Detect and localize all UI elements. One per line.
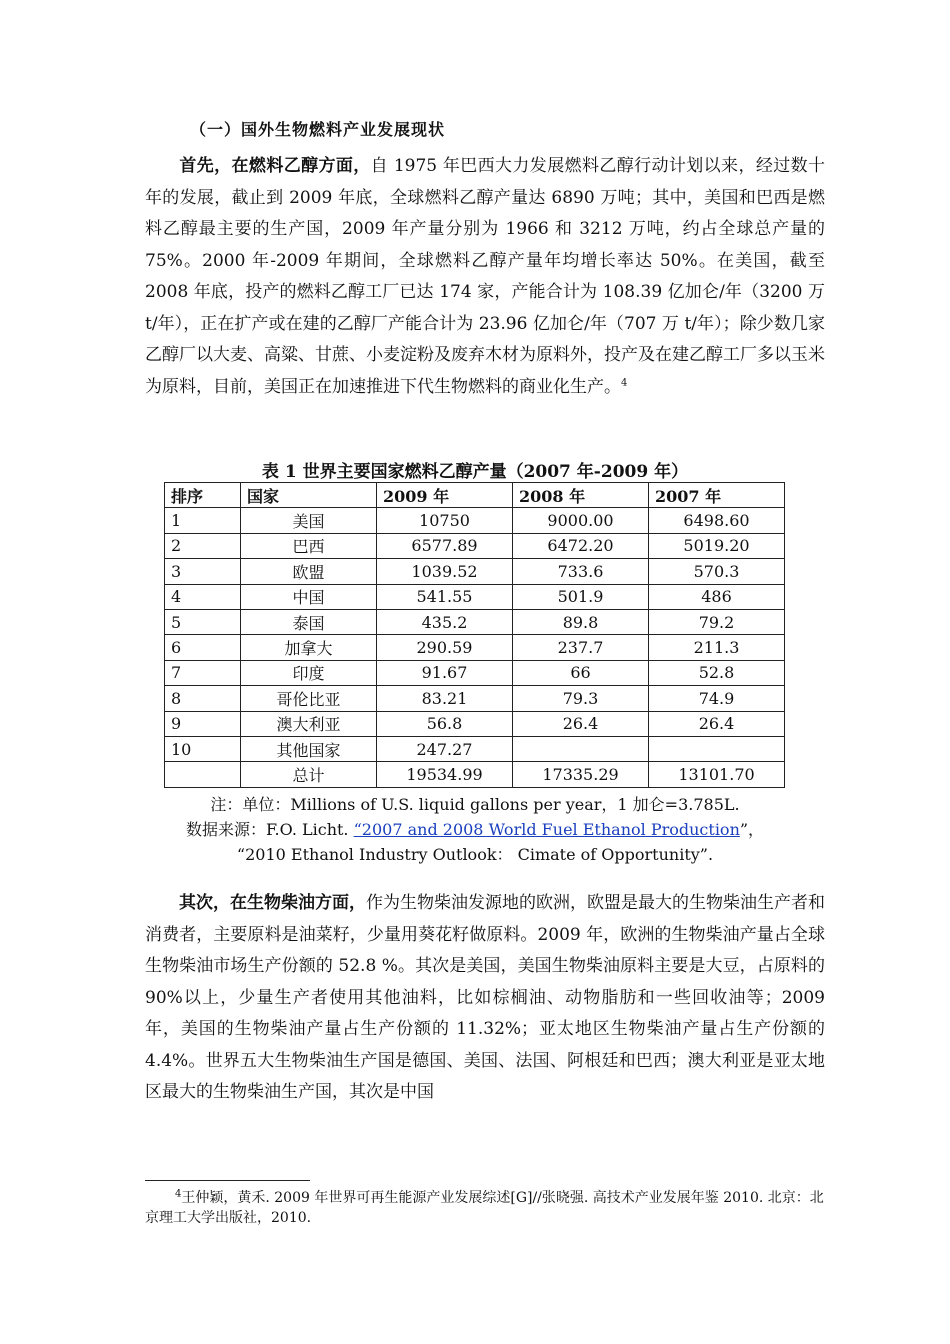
- cell-rank: 3: [165, 559, 241, 584]
- cell-2007: 211.3: [649, 635, 785, 660]
- cell-country: 欧盟: [241, 559, 377, 584]
- cell-country: 加拿大: [241, 635, 377, 660]
- paragraph-lead: 首先，在燃料乙醇方面，: [179, 156, 371, 176]
- cell-2009: 83.21: [377, 686, 513, 711]
- table-row: [165, 609, 785, 634]
- cell-2007: 5019.20: [649, 533, 785, 558]
- cell-2008: 26.4: [513, 711, 649, 736]
- cell-2009: 541.55: [377, 584, 513, 609]
- cell-2008: 9000.00: [513, 508, 649, 533]
- table-row: [165, 508, 785, 533]
- footnote-reference[interactable]: 4: [621, 376, 628, 388]
- cell-rank: 10: [165, 736, 241, 761]
- cell-2007: 52.8: [649, 660, 785, 685]
- cell-2008: 66: [513, 660, 649, 685]
- cell-2008: 237.7: [513, 635, 649, 660]
- cell-rank: 7: [165, 660, 241, 685]
- cell-rank: 5: [165, 609, 241, 634]
- ethanol-production-table: [164, 482, 785, 788]
- cell-country: 哥伦比亚: [241, 686, 377, 711]
- footnote-text: 王仲颖，黄禾. 2009 年世界可再生能源产业发展综述[G]//张晓强. 高技术产业发展年鉴 2010. 北京：北京理工大学出版社，2010.: [145, 1190, 824, 1226]
- footnote-mark: 4: [175, 1188, 182, 1200]
- table-unit-note: 注：单位：Millions of U.S. liquid gallons per year，1 加仑=3.785L.: [210, 795, 740, 814]
- footnote: [145, 1188, 825, 1228]
- cell-2008: 79.3: [513, 686, 649, 711]
- cell-2007: 79.2: [649, 609, 785, 634]
- cell-country: 巴西: [241, 533, 377, 558]
- header-2009: 2009 年: [377, 483, 513, 508]
- table-caption: 表 1 世界主要国家燃料乙醇产量（2007 年-2009 年）: [261, 462, 689, 482]
- paragraph-biodiesel: [145, 888, 825, 1109]
- header-2007: 2007 年: [649, 483, 785, 508]
- section-title: （一）国外生物燃料产业发展现状: [190, 120, 446, 139]
- paragraph-lead: 其次，在生物柴油方面，: [179, 893, 366, 913]
- cell-rank: 6: [165, 635, 241, 660]
- table-source-note-2: “2010 Ethanol Industry Outlook： Cimate of Opportunity”.: [236, 845, 714, 864]
- cell-country: 其他国家: [241, 736, 377, 761]
- table-row: [165, 584, 785, 609]
- cell-2009: 91.67: [377, 660, 513, 685]
- cell-2009: 1039.52: [377, 559, 513, 584]
- table-row: [165, 711, 785, 736]
- cell-country: 泰国: [241, 609, 377, 634]
- cell-2009: 10750: [377, 508, 513, 533]
- cell-country: 总计: [241, 762, 377, 787]
- cell-2009: 56.8: [377, 711, 513, 736]
- cell-2007: [649, 736, 785, 761]
- header-rank: 排序: [165, 483, 241, 508]
- cell-country: 美国: [241, 508, 377, 533]
- table-row: [165, 635, 785, 660]
- cell-2008: 733.6: [513, 559, 649, 584]
- cell-2008: 89.8: [513, 609, 649, 634]
- footnote-separator: [145, 1180, 310, 1181]
- cell-country: 印度: [241, 660, 377, 685]
- source-prefix: 数据来源：F.O. Licht.: [185, 820, 354, 839]
- cell-rank: [165, 762, 241, 787]
- header-country: 国家: [241, 483, 377, 508]
- cell-2009: 19534.99: [377, 762, 513, 787]
- paragraph-body: 自 1975 年巴西大力发展燃料乙醇行动计划以来，经过数十年的发展，截止到 2009 年底，全球燃料乙醇产量达 6890 万吨；其中，美国和巴西是燃料乙醇最主要的生产国，2009 年产量分别为 1966 和 3212 万吨，约占全球总产量的 75%。2000 年-2009 年期间，全球燃料乙醇产量年均增长率达 50%。在美国，截至 2008 年底，投产的燃料乙醇工厂已达 174 家，产能合计为 108.39 亿加仑/年（3200 万 t/年），正在扩产或在建的乙醇厂产能合计为 23.96 亿加仑/年（707 万 t/年）；除少数几家乙醇厂以大麦、高粱、甘蔗、小麦淀粉及废弃木材为原料外，投产及在建乙醇工厂多以玉米为原料，目前，美国正在加速推进下代生物燃料的商业化生产。: [145, 156, 825, 397]
- cell-2009: 435.2: [377, 609, 513, 634]
- cell-2009: 290.59: [377, 635, 513, 660]
- table-row: [165, 533, 785, 558]
- paragraph-body: 作为生物柴油发源地的欧洲，欧盟是最大的生物柴油生产者和消费者，主要原料是油菜籽，少量用葵花籽做原料。2009 年，欧洲的生物柴油产量占全球生物柴油市场生产份额的 52.8 %。其次是美国，美国生物柴油原料主要是大豆，占原料的 90%以上，少量生产者使用其他油料，比如棕榈油、动物脂肪和一些回收油等；2009 年，美国的生物柴油产量占生产份额的 11.32%；亚太地区生物柴油产量占生产份额的 4.4%。世界五大生物柴油生产国是德国、美国、法国、阿根廷和巴西；澳大利亚是亚太地区最大的生物柴油生产国，其次是中国: [145, 893, 825, 1102]
- table-row: [165, 686, 785, 711]
- cell-rank: 1: [165, 508, 241, 533]
- cell-country: 澳大利亚: [241, 711, 377, 736]
- cell-rank: 2: [165, 533, 241, 558]
- cell-rank: 4: [165, 584, 241, 609]
- table-row: [165, 762, 785, 787]
- table-row: [165, 559, 785, 584]
- table-source-note: [0, 817, 950, 842]
- cell-2007: 74.9: [649, 686, 785, 711]
- cell-2007: 26.4: [649, 711, 785, 736]
- cell-2008: 17335.29: [513, 762, 649, 787]
- cell-2007: 13101.70: [649, 762, 785, 787]
- cell-2007: 570.3: [649, 559, 785, 584]
- source-link[interactable]: “2007 and 2008 World Fuel Ethanol Production: [353, 820, 740, 839]
- table-row: [165, 736, 785, 761]
- table-header-row: [165, 483, 785, 508]
- cell-rank: 9: [165, 711, 241, 736]
- table-row: [165, 660, 785, 685]
- cell-rank: 8: [165, 686, 241, 711]
- cell-2009: 6577.89: [377, 533, 513, 558]
- cell-2008: 501.9: [513, 584, 649, 609]
- header-2008: 2008 年: [513, 483, 649, 508]
- cell-2008: 6472.20: [513, 533, 649, 558]
- source-suffix: ”，: [739, 820, 765, 839]
- cell-2007: 6498.60: [649, 508, 785, 533]
- paragraph-fuel-ethanol: [145, 151, 825, 403]
- cell-2009: 247.27: [377, 736, 513, 761]
- cell-country: 中国: [241, 584, 377, 609]
- cell-2007: 486: [649, 584, 785, 609]
- cell-2008: [513, 736, 649, 761]
